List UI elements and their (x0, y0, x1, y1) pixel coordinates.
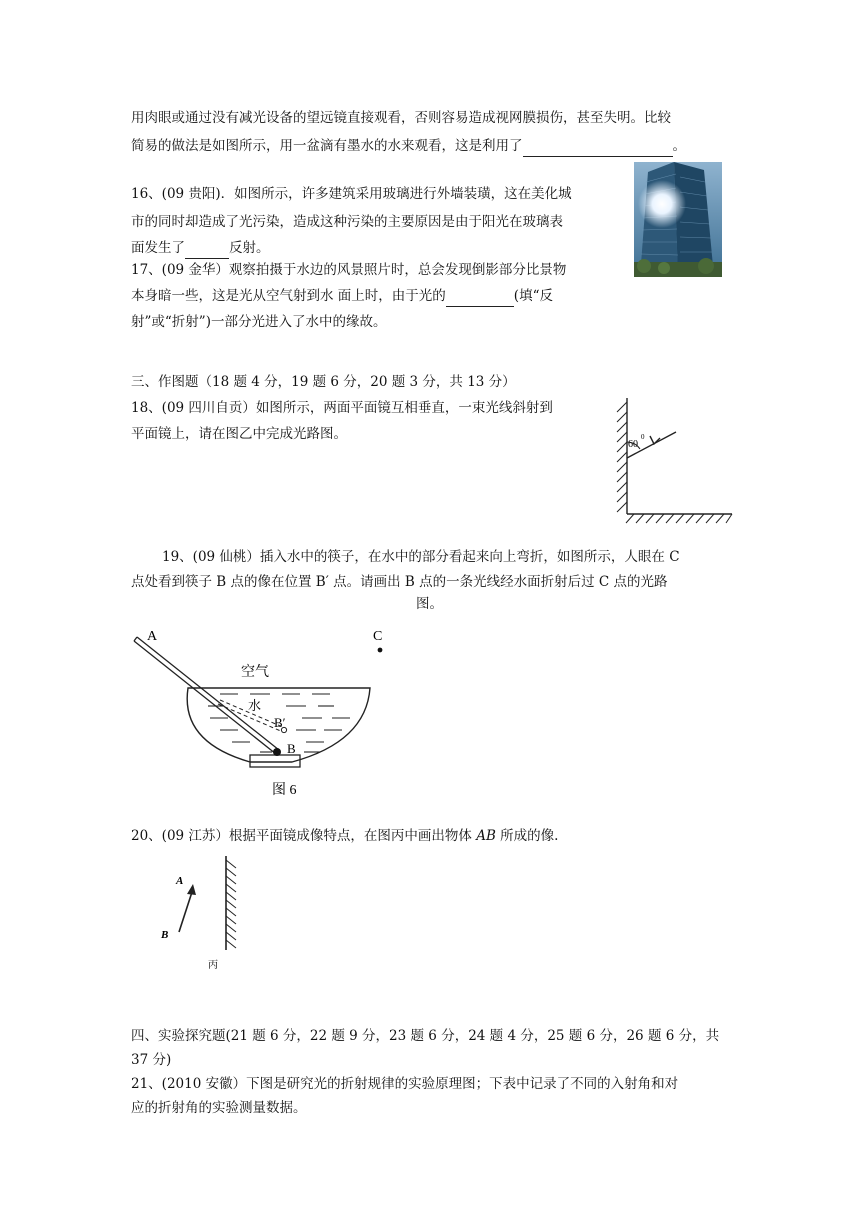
section-4-line-1: 四、实验探究题(21 题 6 分，22 题 9 分，23 题 6 分，24 题 4 分，25 题 6 分，26 题 6 分，共 (131, 1028, 720, 1044)
q18-mirror-figure (610, 392, 736, 526)
label-b: B (161, 929, 169, 941)
q20-object-ab: AB (476, 828, 496, 844)
figure-caption: 图 6 (272, 783, 297, 798)
q20-line-1 (131, 826, 558, 846)
label-a: A (147, 629, 158, 644)
q21-line-1: 21、(2010 安徽）下图是研究光的折射规律的实验原理图；下表中记录了不同的入射角和对 (131, 1076, 679, 1092)
q19-line-2: 点处看到筷子 B 点的像在位置 B′ 点。请画出 B 点的一条光线经水面折射后过 C 点的光路 (131, 574, 668, 590)
q18-line-2: 平面镜上，请在图乙中完成光路图。 (131, 426, 347, 442)
figure-label: 丙 (208, 960, 218, 971)
q17-text-2: (填“反 (513, 288, 553, 304)
q16-line-2: 市的同时却造成了光污染，造成这种污染的主要原因是由于阳光在玻璃表 (131, 214, 563, 230)
q15-line-1: 用肉眼或通过没有减光设备的望远镜直接观看，否则容易造成视网膜损伤，甚至失明。比较 (131, 110, 671, 126)
q17-line-2 (131, 286, 553, 307)
section-4-line-2: 37 分) (131, 1052, 172, 1068)
q15-text: 简易的做法是如图所示，用一盆滴有墨水的水来观看，这是利用了 (131, 138, 523, 154)
q20-text: 20、(09 江苏）根据平面镜成像特点，在图丙中画出物体 (131, 828, 477, 844)
point-c (378, 648, 383, 653)
q19-line-3: 图。 (416, 596, 443, 612)
q18-line-1: 18、(09 四川自贡）如图所示，两面平面镜互相垂直，一束光线斜射到 (131, 400, 553, 416)
label-a: A (176, 875, 184, 887)
label-water: 水 (248, 698, 262, 713)
q17-line-3: 射”或“折射”)一部分光进入了水中的缘故。 (131, 314, 387, 330)
q20-mirror-figure (148, 852, 248, 982)
q17-line-1: 17、(09 金华）观察拍摄于水边的风景照片时，总会发现倒影部分比景物 (131, 262, 567, 278)
q21-line-2: 应的折射角的实验测量数据。 (131, 1100, 307, 1116)
angle-degree: 0 (641, 433, 645, 441)
glass-building-photo (634, 162, 722, 277)
angle-label: 60 (628, 439, 638, 450)
q16-line-1: 16、(09 贵阳)．如图所示，许多建筑采用玻璃进行外墙装璜，这在美化城 (131, 186, 572, 202)
ray-arrow (650, 436, 660, 444)
bowl-base (250, 755, 300, 767)
section-3-title: 三、作图题（18 题 4 分，19 题 6 分，20 题 3 分，共 13 分） (131, 374, 516, 390)
label-c: C (373, 629, 383, 644)
object-arrow-ab (179, 892, 192, 932)
label-b: B (287, 741, 296, 756)
label-b-prime: B′ (274, 715, 286, 730)
q16-text: 面发生了 (131, 240, 185, 256)
chopstick (134, 637, 279, 754)
q19-chopstick-figure (120, 622, 410, 802)
q15-answer-blank[interactable] (523, 136, 673, 157)
q16-line-3 (131, 238, 270, 259)
q16-end: 反射。 (229, 240, 270, 256)
arrow-head (187, 884, 196, 895)
q19-line-1: 19、(09 仙桃）插入水中的筷子，在水中的部分看起来向上弯折，如图所示，人眼在 C (162, 549, 680, 565)
q17-answer-blank[interactable] (446, 286, 514, 307)
q15-line-2 (131, 136, 686, 157)
q17-text: 本身暗一些，这是光从空气射到水 面上时，由于光的 (131, 288, 446, 304)
point-b (273, 748, 281, 756)
q16-answer-blank[interactable] (185, 238, 229, 259)
q15-end: 。 (672, 138, 686, 154)
q20-end: 所成的像. (495, 828, 559, 844)
label-air: 空气 (241, 665, 269, 680)
